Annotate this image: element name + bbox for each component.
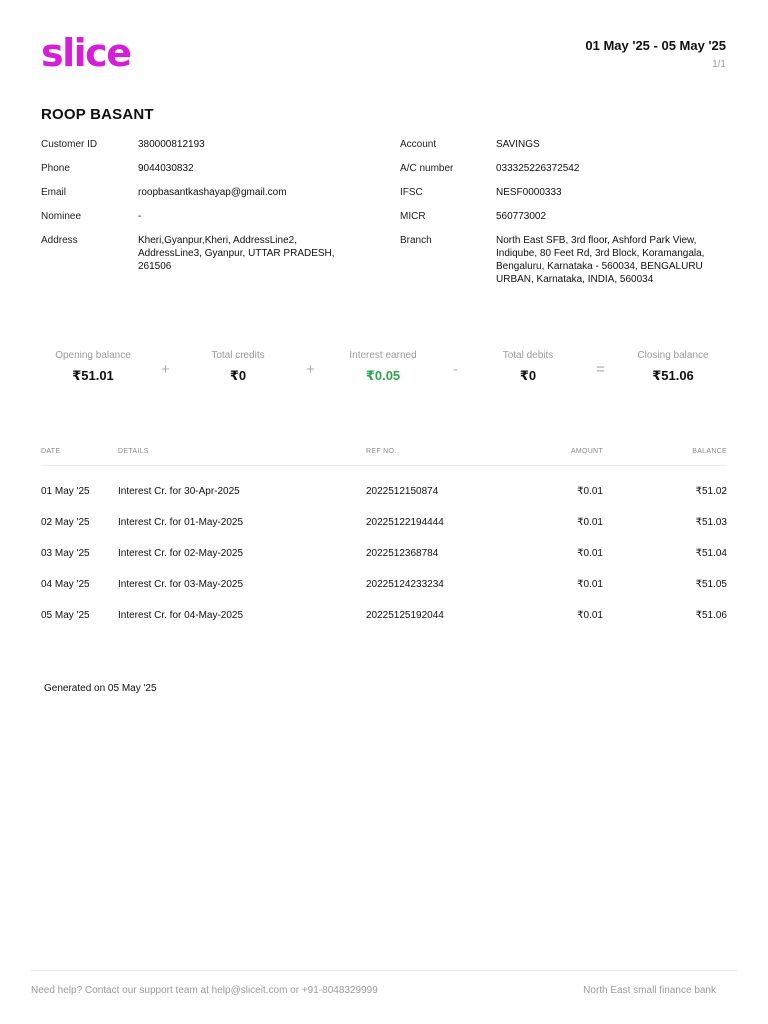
phone-row xyxy=(41,162,351,175)
txn-date: 03 May '25 xyxy=(41,548,90,559)
info-label: Phone xyxy=(41,163,70,174)
page-number: 1/1 xyxy=(712,59,726,70)
txn-balance: ₹51.03 xyxy=(695,517,727,528)
total-debits xyxy=(476,350,580,384)
micr-value: 560773002 xyxy=(496,211,547,222)
table-row xyxy=(41,538,727,569)
interest-earned-label: Interest earned xyxy=(349,350,417,361)
table-row xyxy=(41,600,727,631)
total-debits-value: ₹0 xyxy=(519,368,537,383)
account-details xyxy=(400,138,730,297)
txn-amount: ₹0.01 xyxy=(577,579,603,590)
txn-balance: ₹51.04 xyxy=(695,548,727,559)
column-header-date: DATE xyxy=(41,448,118,466)
info-label: MICR xyxy=(400,211,426,222)
txn-date: 01 May '25 xyxy=(41,486,90,497)
txn-amount: ₹0.01 xyxy=(577,548,603,559)
opening-balance xyxy=(41,350,145,384)
info-label: Branch xyxy=(400,235,432,246)
info-label: Nominee xyxy=(41,211,82,222)
opening-balance-label: Opening balance xyxy=(55,350,131,361)
info-label: A/C number xyxy=(400,163,454,174)
micr-row xyxy=(400,210,730,223)
closing-balance-value: ₹51.06 xyxy=(652,368,694,383)
branch-row xyxy=(400,234,730,286)
account-type-row xyxy=(400,138,730,151)
txn-date: 04 May '25 xyxy=(41,579,90,590)
ifsc-row xyxy=(400,186,730,199)
txn-ref: 2022512368784 xyxy=(366,548,439,559)
phone-value: 9044030832 xyxy=(138,163,194,174)
txn-details: Interest Cr. for 02-May-2025 xyxy=(118,548,244,559)
interest-earned-value: ₹0.05 xyxy=(365,368,401,383)
txn-details: Interest Cr. for 04-May-2025 xyxy=(118,610,244,621)
txn-date: 02 May '25 xyxy=(41,517,90,528)
table-header-row xyxy=(41,448,727,466)
plus-operator: + xyxy=(161,361,170,378)
txn-amount: ₹0.01 xyxy=(577,610,603,621)
equals-operator: = xyxy=(596,361,605,378)
support-contact: Need help? Contact our support team at help@sliceit.com or +91-8048329999 xyxy=(31,985,378,996)
txn-details: Interest Cr. for 30-Apr-2025 xyxy=(118,486,240,497)
total-credits-label: Total credits xyxy=(211,350,265,361)
minus-operator: - xyxy=(453,361,458,378)
address-row xyxy=(41,234,351,273)
nominee-row xyxy=(41,210,351,223)
email-row xyxy=(41,186,351,199)
branch-value: North East SFB, 3rd floor, Ashford Park View, Indiqube, 80 Feet Rd, 3rd Block, Koramangala, Bengaluru, Karnataka - 560034, BENGALURU URBAN, Karnataka, INDIA, 560034 xyxy=(496,235,705,285)
txn-details: Interest Cr. for 03-May-2025 xyxy=(118,579,244,590)
customer-id-row xyxy=(41,138,351,151)
txn-amount: ₹0.01 xyxy=(577,517,603,528)
txn-ref: 2022512150874 xyxy=(366,486,439,497)
generated-date: Generated on 05 May '25 xyxy=(44,683,157,694)
opening-balance-value: ₹51.01 xyxy=(72,368,114,383)
total-debits-label: Total debits xyxy=(502,350,554,361)
column-header-amount: AMOUNT xyxy=(526,448,603,466)
txn-balance: ₹51.05 xyxy=(695,579,727,590)
txn-ref: 20225125192044 xyxy=(366,610,444,621)
total-credits xyxy=(186,350,290,384)
plus-operator: + xyxy=(306,361,315,378)
info-label: Email xyxy=(41,187,67,198)
txn-date: 05 May '25 xyxy=(41,610,90,621)
table-row xyxy=(41,507,727,538)
txn-ref: 20225122194444 xyxy=(366,517,444,528)
txn-balance: ₹51.06 xyxy=(695,610,727,621)
info-label: Account xyxy=(400,139,437,150)
column-header-balance: BALANCE xyxy=(603,448,727,466)
statement-period: 01 May '25 - 05 May '25 xyxy=(585,38,726,53)
customer-id-value: 380000812193 xyxy=(138,139,205,150)
info-label: Customer ID xyxy=(41,139,98,150)
account-type-value: SAVINGS xyxy=(496,139,540,150)
column-header-ref: REF NO. xyxy=(366,448,526,466)
customer-details xyxy=(41,138,351,284)
txn-ref: 20225124233234 xyxy=(366,579,444,590)
interest-earned xyxy=(331,350,435,384)
email-value: roopbasantkashayap@gmail.com xyxy=(138,187,287,198)
table-row xyxy=(41,466,727,508)
closing-balance-label: Closing balance xyxy=(637,350,709,361)
column-header-details: DETAILS xyxy=(118,448,366,466)
info-label: Address xyxy=(41,235,78,246)
closing-balance xyxy=(621,350,725,384)
transactions-table xyxy=(41,448,727,631)
total-credits-value: ₹0 xyxy=(229,368,247,383)
info-label: IFSC xyxy=(400,187,423,198)
bank-name: North East small finance bank xyxy=(583,985,716,996)
nominee-value: - xyxy=(138,211,142,222)
slice-logo: slice xyxy=(41,31,131,75)
address-value: Kheri,Gyanpur,Kheri, AddressLine2, AddressLine3, Gyanpur, UTTAR PRADESH, 261506 xyxy=(138,235,335,272)
txn-details: Interest Cr. for 01-May-2025 xyxy=(118,517,244,528)
txn-balance: ₹51.02 xyxy=(695,486,727,497)
ifsc-value: NESF0000333 xyxy=(496,187,562,198)
account-number-value: 033325226372542 xyxy=(496,163,580,174)
account-number-row xyxy=(400,162,730,175)
footer-divider xyxy=(31,970,737,971)
txn-amount: ₹0.01 xyxy=(577,486,603,497)
table-row xyxy=(41,569,727,600)
customer-name: ROOP BASANT xyxy=(41,106,154,123)
balance-summary xyxy=(41,350,727,384)
